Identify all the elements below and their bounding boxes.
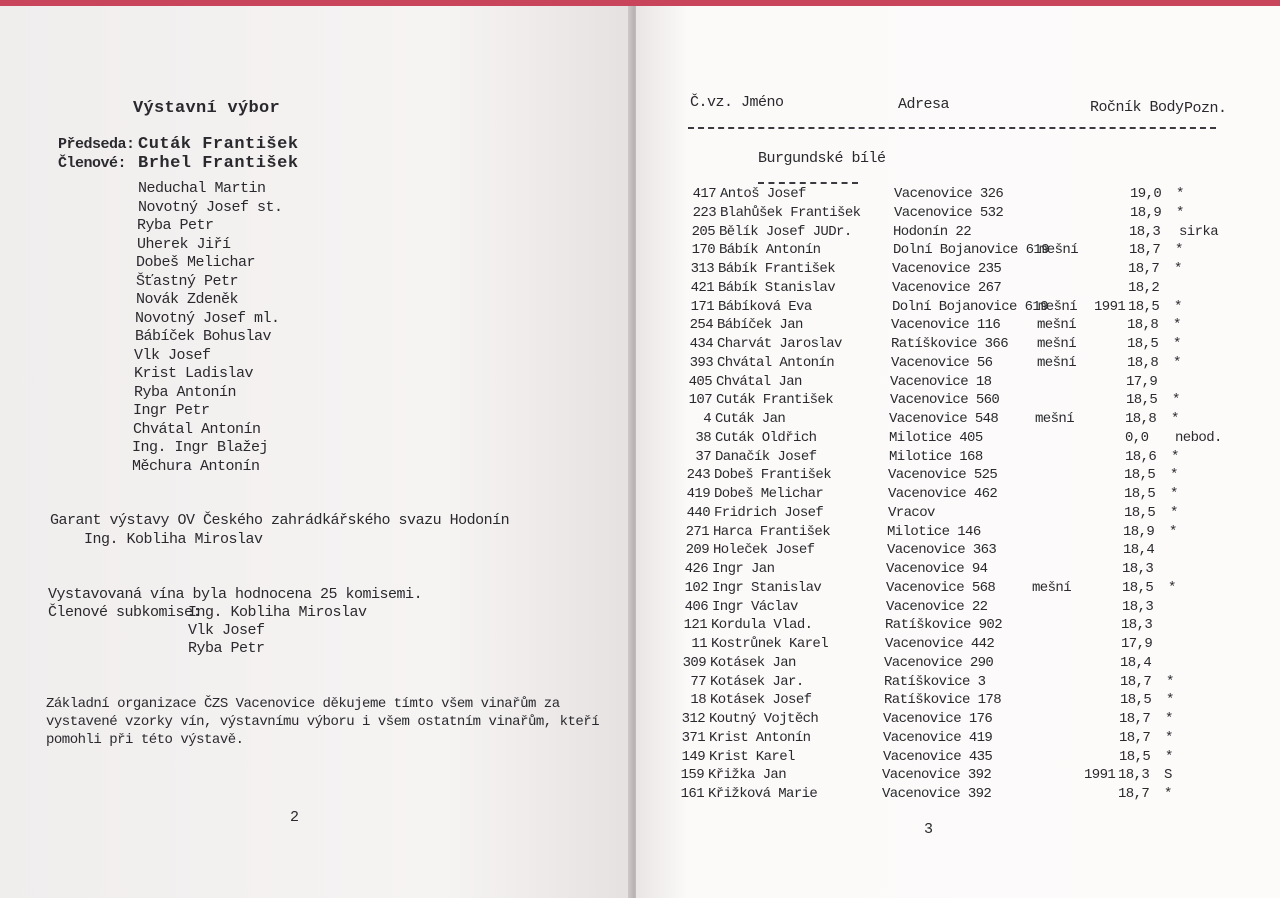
note: * — [1174, 298, 1182, 315]
sample-number: 18 — [690, 692, 706, 709]
table-row — [630, 467, 1274, 485]
note: sirka — [1179, 223, 1219, 240]
wine-type: mešní — [1032, 579, 1072, 596]
table-row — [634, 299, 1278, 317]
right-page — [636, 6, 1280, 898]
note: nebod. — [1175, 429, 1222, 446]
points: 18,8 — [1127, 354, 1159, 371]
sample-number: 434 — [689, 336, 713, 352]
grower-name: Holeček Josef — [713, 542, 815, 559]
grower-name: Křižka Jan — [708, 767, 787, 784]
address: Ratíškovice 178 — [884, 692, 1002, 709]
grower-name: Bělík Josef JUDr. — [719, 223, 852, 240]
table-row — [632, 374, 1276, 392]
table-row — [633, 336, 1277, 354]
address: Milotice 405 — [889, 429, 983, 446]
grower-name: Chvátal Antonín — [717, 354, 835, 371]
note: * — [1174, 261, 1182, 277]
address: Hodonín 22 — [893, 223, 972, 240]
table-row — [631, 449, 1275, 467]
points: 19,0 — [1130, 186, 1162, 202]
note: * — [1170, 467, 1178, 484]
note: * — [1171, 411, 1179, 427]
table-row — [626, 655, 1270, 673]
grower-name: Bábíková Eva — [718, 298, 812, 315]
member-name: Novotný Josef ml. — [135, 309, 280, 327]
sample-number: 11 — [691, 636, 707, 652]
left-page — [0, 6, 632, 898]
note: * — [1165, 711, 1173, 727]
member-name: Šťastný Petr — [136, 272, 239, 290]
note: * — [1175, 242, 1183, 259]
points: 18,5 — [1122, 579, 1154, 596]
sample-number: 170 — [691, 242, 715, 259]
points: 18,3 — [1129, 223, 1161, 240]
wine-type: mešní — [1035, 411, 1075, 427]
grower-name: Kotásek Jar. — [710, 673, 804, 690]
address: Vacenovice 560 — [890, 392, 1000, 409]
table-row — [631, 430, 1275, 448]
grower-name: Cuták Oldřich — [715, 429, 817, 446]
points: 18,5 — [1124, 504, 1156, 521]
note: * — [1176, 204, 1184, 221]
sample-number: 371 — [681, 729, 705, 746]
sample-number: 417 — [692, 186, 716, 202]
table-row — [629, 542, 1273, 560]
subcommission-member: Ryba Petr — [188, 640, 265, 657]
section-title: Burgundské bílé — [758, 150, 886, 167]
table-row — [627, 636, 1271, 654]
note: * — [1173, 317, 1181, 334]
points: 18,5 — [1127, 336, 1159, 352]
sample-number: 406 — [684, 598, 708, 615]
member-name: Dobeš Melichar — [136, 254, 256, 271]
table-row — [635, 242, 1279, 260]
address: Vacenovice 392 — [882, 767, 992, 784]
points: 18,4 — [1123, 542, 1155, 559]
wine-type: mešní — [1037, 336, 1077, 352]
chair-name: Cuták František — [138, 135, 299, 154]
address: Vacenovice 235 — [892, 261, 1002, 277]
grower-name: Kordula Vlad. — [711, 617, 813, 634]
vintage-year: 1991 — [1094, 298, 1126, 315]
sample-number: 309 — [682, 654, 706, 671]
points: 18,3 — [1122, 561, 1154, 577]
address: Vacenovice 525 — [888, 467, 998, 484]
points: 18,4 — [1120, 654, 1152, 671]
member-name: Měchura Antonín — [132, 457, 260, 475]
sample-number: 205 — [691, 223, 715, 240]
table-row — [630, 505, 1274, 523]
member-name: Vlk Josef — [134, 346, 211, 364]
evaluation-line: Vystavovaná vína byla hodnocena 25 komisemi. — [48, 586, 423, 603]
sample-number: 4 — [703, 411, 711, 427]
sample-number: 38 — [695, 429, 711, 446]
member-name: Chvátal Antonín — [133, 420, 261, 438]
wine-type: mešní — [1037, 354, 1077, 371]
points: 18,5 — [1126, 392, 1158, 409]
header-note: Pozn. — [1184, 100, 1227, 117]
address: Ratíškovice 902 — [885, 617, 1003, 634]
members-label: Členové: — [58, 155, 127, 172]
table-row — [627, 617, 1271, 635]
sample-number: 223 — [692, 204, 716, 221]
note: * — [1173, 354, 1181, 371]
member-name: Ing. Ingr Blažej — [132, 439, 269, 456]
sample-number: 254 — [689, 317, 713, 334]
grower-name: Krist Karel — [709, 748, 795, 765]
points: 18,5 — [1120, 692, 1152, 709]
grower-name: Kostrůnek Karel — [711, 636, 829, 652]
sample-number: 271 — [685, 523, 709, 540]
address: Vacenovice 22 — [886, 598, 988, 615]
member-name: Novotný Josef st. — [138, 198, 283, 216]
note: * — [1172, 392, 1180, 409]
grower-name: Kotásek Jan — [710, 654, 796, 671]
table-row — [628, 561, 1272, 579]
sample-number: 421 — [690, 279, 714, 296]
address: Vacenovice 462 — [888, 486, 998, 502]
note: * — [1176, 186, 1184, 202]
note: * — [1170, 504, 1178, 521]
grower-name: Antoš Josef — [720, 186, 806, 202]
table-row — [636, 205, 1280, 223]
thanks-line: vystavené vzorky vín, výstavnímu výboru i všem ostatním vinařům, kteří — [46, 714, 600, 730]
grower-name: Bábík Antonín — [719, 242, 821, 259]
address: Milotice 168 — [889, 448, 983, 465]
note: * — [1169, 523, 1177, 540]
address: Vacenovice 18 — [890, 373, 992, 390]
points: 18,5 — [1128, 298, 1160, 315]
sample-number: 107 — [688, 392, 712, 409]
address: Vacenovice 548 — [889, 411, 999, 427]
table-row — [636, 186, 1280, 204]
wine-type: mešní — [1038, 298, 1078, 315]
points: 18,8 — [1127, 317, 1159, 334]
member-name: Uherek Jiří — [137, 235, 231, 253]
points: 18,5 — [1124, 467, 1156, 484]
table-row — [635, 224, 1279, 242]
points: 17,9 — [1126, 373, 1158, 390]
table-row — [624, 786, 1268, 804]
grower-name: Krist Antonín — [709, 729, 811, 746]
address: Milotice 146 — [887, 523, 981, 540]
header-no-name: Č.vz. Jméno — [690, 94, 784, 111]
points: 18,7 — [1120, 673, 1152, 690]
grower-name: Harca František — [713, 523, 831, 540]
points: 18,5 — [1124, 486, 1156, 502]
address: Vacenovice 568 — [886, 579, 996, 596]
grower-name: Bábíček Jan — [717, 317, 803, 334]
points: 18,3 — [1121, 617, 1153, 634]
table-row — [634, 261, 1278, 279]
sample-number: 419 — [686, 486, 710, 502]
member-name: Ryba Petr — [137, 217, 214, 234]
points: 0,0 — [1125, 429, 1149, 446]
sample-number: 313 — [690, 261, 714, 277]
table-row — [630, 486, 1274, 504]
address: Vacenovice 267 — [892, 279, 1002, 296]
sample-number: 243 — [686, 467, 710, 484]
member-name: Bábíček Bohuslav — [135, 328, 272, 345]
address: Vracov — [888, 504, 935, 521]
note: * — [1171, 448, 1179, 465]
wine-type: mešní — [1037, 317, 1077, 334]
page-number: 3 — [924, 821, 933, 838]
points: 18,9 — [1130, 204, 1162, 221]
points: 18,8 — [1125, 411, 1157, 427]
points: 18,7 — [1118, 786, 1150, 802]
sample-number: 440 — [686, 504, 710, 521]
address: Vacenovice 392 — [882, 786, 992, 802]
address: Vacenovice 94 — [886, 561, 988, 577]
note: * — [1173, 336, 1181, 352]
points: 18,9 — [1123, 523, 1155, 540]
table-row — [629, 524, 1273, 542]
grower-name: Blahůšek František — [720, 204, 861, 221]
grower-name: Bábík František — [718, 261, 836, 277]
grower-name: Chvátal Jan — [716, 373, 802, 390]
address: Vacenovice 290 — [884, 654, 994, 671]
sample-number: 312 — [681, 711, 705, 727]
page-number: 2 — [290, 809, 299, 826]
note: * — [1164, 786, 1172, 802]
grower-name: Ingr Stanislav — [712, 579, 822, 596]
header-divider — [688, 127, 1216, 129]
table-row — [626, 692, 1270, 710]
grower-name: Dobeš Melichar — [714, 486, 824, 502]
grower-name: Cuták Jan — [715, 411, 786, 427]
address: Vacenovice 419 — [883, 729, 993, 746]
note: * — [1170, 486, 1178, 502]
grower-name: Ingr Václav — [712, 598, 798, 615]
address: Ratíškovice 3 — [884, 673, 986, 690]
note: * — [1168, 579, 1176, 596]
grower-name: Bábík Stanislav — [718, 279, 836, 296]
subcommission-member: Vlk Josef — [188, 622, 265, 639]
address: Ratíškovice 366 — [891, 336, 1009, 352]
grower-name: Danačík Josef — [715, 448, 817, 465]
sample-number: 171 — [690, 298, 714, 315]
points: 18,7 — [1128, 261, 1160, 277]
thanks-line: pomohli při této výstavě. — [46, 732, 244, 748]
table-row — [628, 580, 1272, 598]
sample-number: 159 — [680, 767, 704, 784]
section-underline — [758, 182, 858, 184]
sample-number: 102 — [684, 579, 708, 596]
thanks-line: Základní organizace ČZS Vacenovice děkujeme tímto všem vinařům za — [46, 696, 560, 712]
table-row — [628, 599, 1272, 617]
vintage-year: 1991 — [1084, 767, 1116, 784]
grower-name: Dobeš František — [714, 467, 832, 484]
first-member: Brhel František — [138, 154, 299, 173]
note: * — [1166, 692, 1174, 709]
sample-number: 77 — [690, 673, 706, 690]
member-name: Novák Zdeněk — [136, 291, 239, 308]
points: 18,3 — [1118, 767, 1150, 784]
address: Vacenovice 116 — [891, 317, 1001, 334]
table-row — [634, 280, 1278, 298]
address: Vacenovice 442 — [885, 636, 995, 652]
sample-number: 149 — [681, 748, 705, 765]
address: Dolní Bojanovice 619 — [893, 242, 1050, 259]
sample-number: 209 — [685, 542, 709, 559]
grower-name: Charvát Jaroslav — [717, 336, 842, 352]
note: S — [1164, 767, 1172, 784]
points: 18,3 — [1122, 598, 1154, 615]
member-name: Krist Ladislav — [134, 365, 254, 382]
address: Vacenovice 532 — [894, 204, 1004, 221]
table-row — [633, 317, 1277, 335]
sample-number: 121 — [683, 617, 707, 634]
sample-number: 426 — [684, 561, 708, 577]
sample-number: 405 — [688, 373, 712, 390]
address: Vacenovice 435 — [883, 748, 993, 765]
subcommission-member: Ing. Kobliha Miroslav — [188, 604, 367, 621]
table-row — [625, 749, 1269, 767]
grower-name: Křižková Marie — [708, 786, 818, 802]
chair-label: Předseda: — [58, 136, 135, 153]
grower-name: Koutný Vojtěch — [709, 711, 819, 727]
member-name: Ingr Petr — [133, 402, 210, 419]
note: * — [1165, 729, 1173, 746]
guarantor-name: Ing. Kobliha Miroslav — [84, 531, 263, 548]
wine-type: mešní — [1039, 242, 1079, 259]
header-address: Adresa — [898, 96, 950, 113]
sample-number: 37 — [695, 448, 711, 465]
committee-title: Výstavní výbor — [133, 99, 281, 118]
points: 18,7 — [1119, 711, 1151, 727]
address: Dolní Bojanovice 619 — [892, 298, 1049, 315]
table-row — [625, 711, 1269, 729]
subcommission-label: Členové subkomise: — [48, 604, 202, 621]
note: * — [1165, 748, 1173, 765]
points: 18,2 — [1128, 279, 1160, 296]
table-row — [631, 411, 1275, 429]
grower-name: Ingr Jan — [712, 561, 775, 577]
sample-number: 393 — [689, 354, 713, 371]
address: Vacenovice 176 — [883, 711, 993, 727]
points: 18,6 — [1125, 448, 1157, 465]
sample-number: 161 — [680, 786, 704, 802]
address: Vacenovice 363 — [887, 542, 997, 559]
address: Vacenovice 56 — [891, 354, 993, 371]
table-row — [625, 730, 1269, 748]
address: Vacenovice 326 — [894, 186, 1004, 202]
grower-name: Fridrich Josef — [714, 504, 824, 521]
header-year-points: Ročník Body — [1090, 99, 1184, 116]
table-row — [626, 674, 1270, 692]
points: 18,5 — [1119, 748, 1151, 765]
table-row — [632, 392, 1276, 410]
grower-name: Kotásek Josef — [710, 692, 812, 709]
note: * — [1166, 673, 1174, 690]
table-row — [633, 355, 1277, 373]
guarantor-line: Garant výstavy OV Českého zahrádkářského svazu Hodonín — [50, 512, 510, 529]
table-row — [624, 767, 1268, 785]
points: 18,7 — [1119, 729, 1151, 746]
grower-name: Cuták František — [716, 392, 834, 409]
member-name: Ryba Antonín — [134, 383, 237, 401]
points: 17,9 — [1121, 636, 1153, 652]
member-name: Neduchal Martin — [138, 180, 266, 197]
points: 18,7 — [1129, 242, 1161, 259]
